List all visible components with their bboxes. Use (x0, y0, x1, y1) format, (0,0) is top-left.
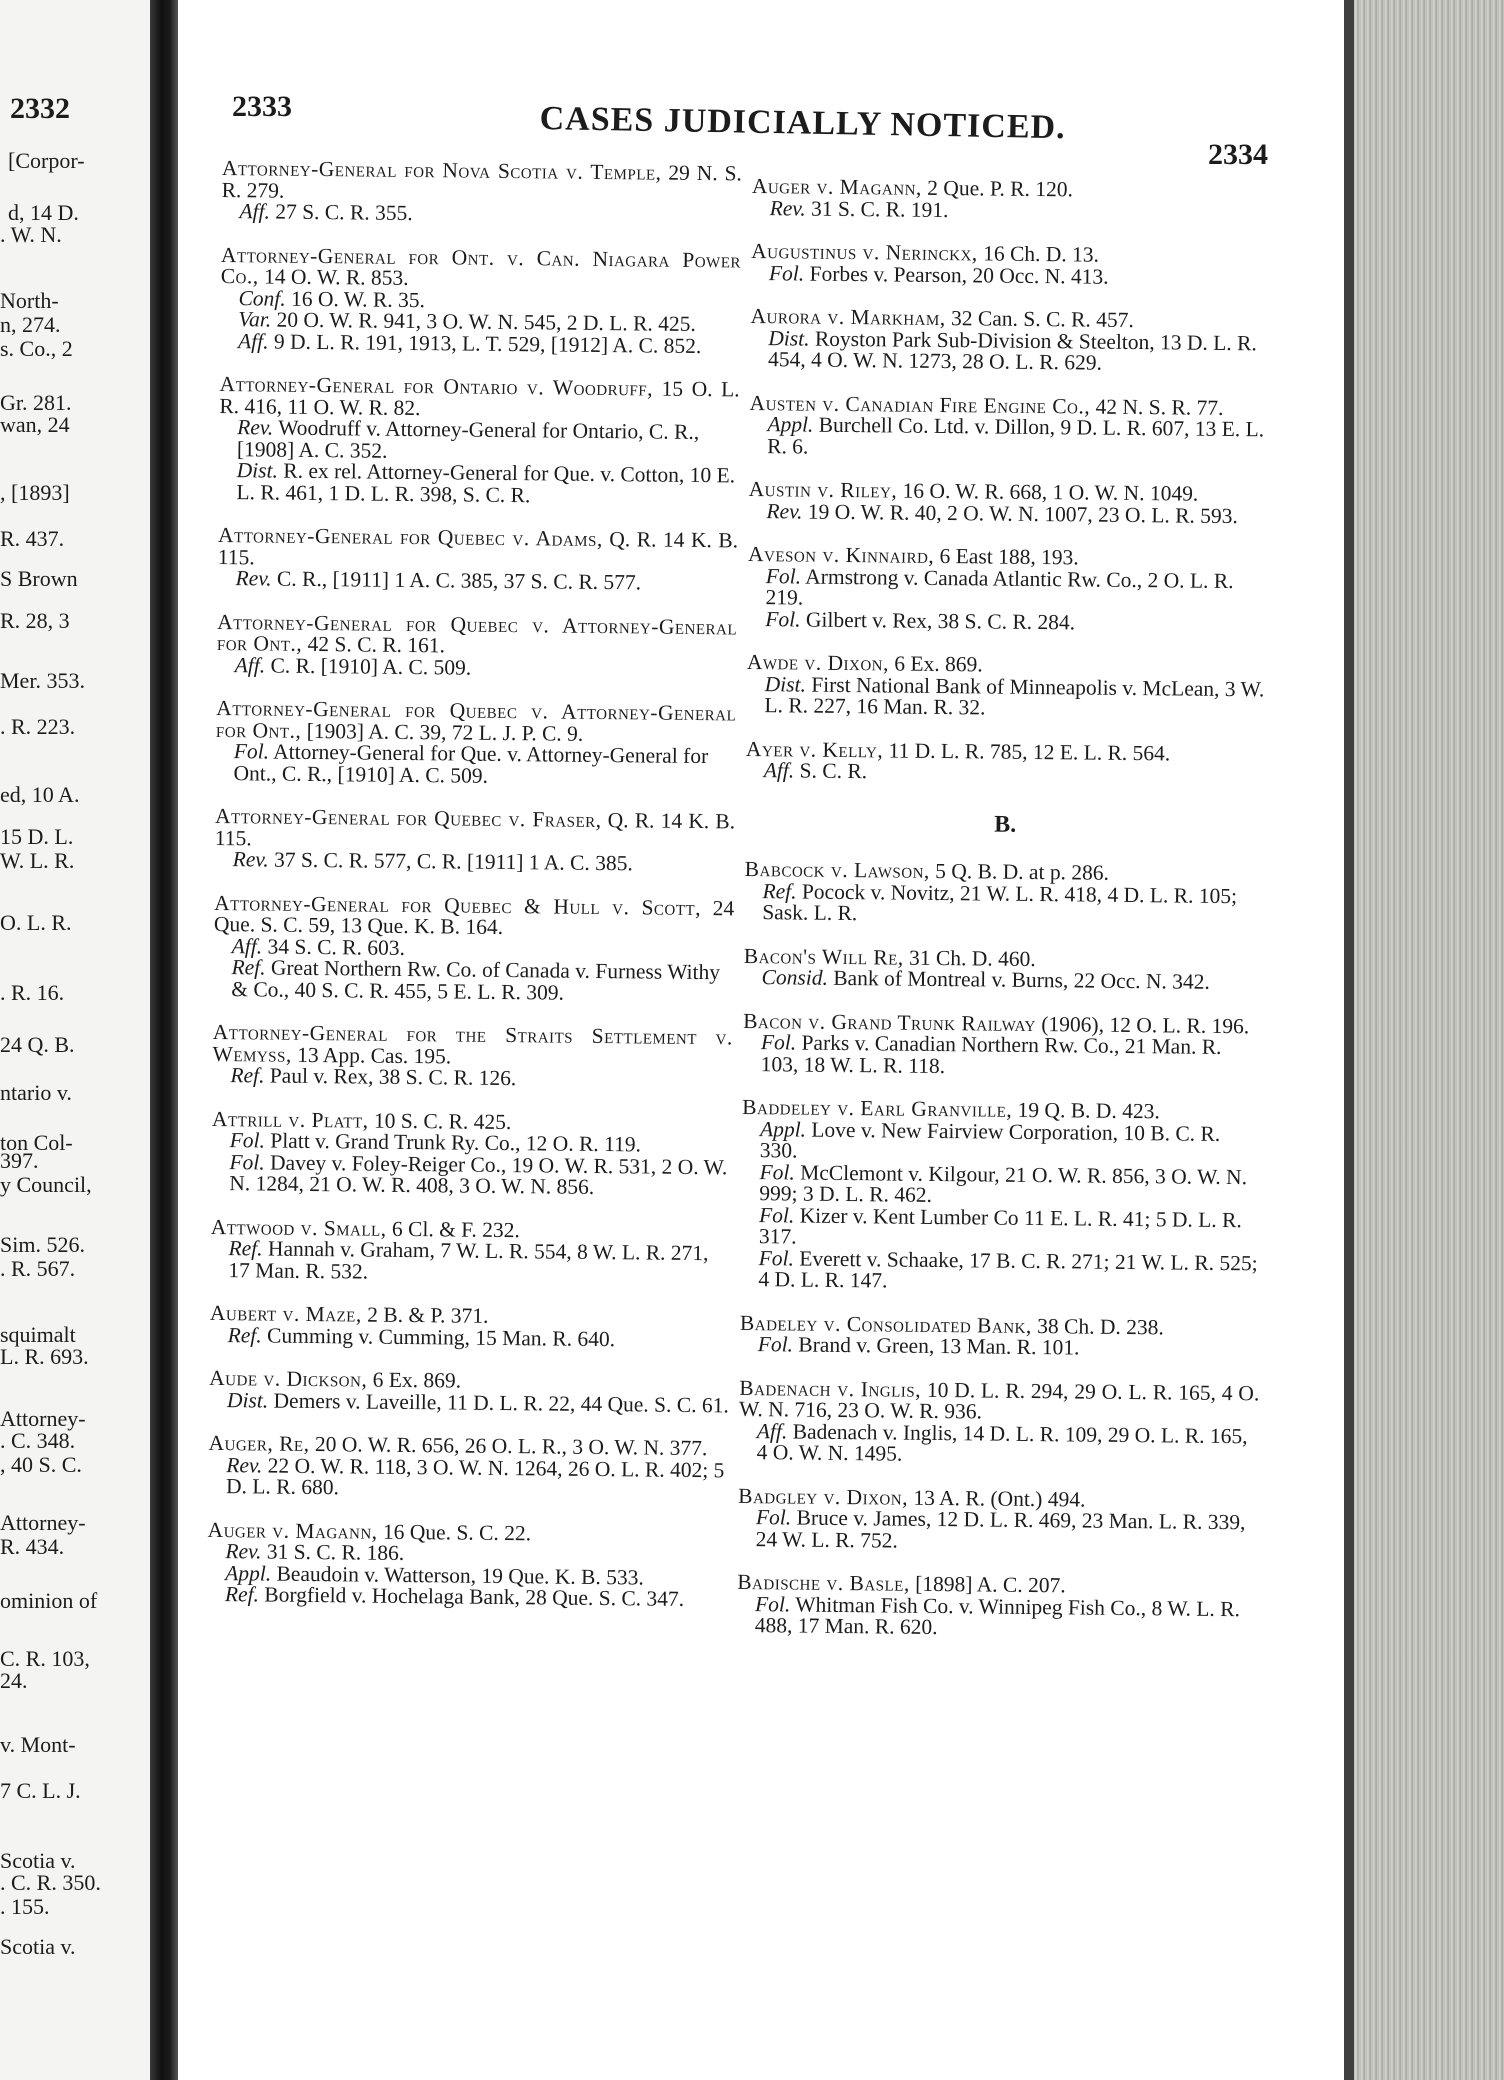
treatment-text: 31 S. C. R. 186. (261, 1539, 405, 1565)
previous-page-number: 2332 (10, 92, 70, 125)
treatment-text: Cumming v. Cumming, 15 Man. R. 640. (261, 1322, 616, 1351)
treatment-text: Demers v. Laveille, 11 D. L. R. 22, 44 Que. S. C. 61. (268, 1388, 729, 1417)
book-page-edges (1354, 0, 1504, 2080)
treatment-label: Fol. (765, 563, 802, 589)
margin-fragment: . C. 348. (0, 1428, 76, 1453)
margin-fragment: North- (0, 288, 59, 313)
page-number-right: 2334 (1208, 138, 1268, 171)
margin-fragment: v. Mont- (0, 1732, 76, 1757)
case-entry (220, 244, 741, 357)
case-treatment (737, 1593, 1257, 1641)
treatment-label: Aff. (239, 199, 271, 224)
case-entry (214, 803, 736, 876)
treatment-text: Kizer v. Kent Lumber Co 11 E. L. R. 41; 5 D. L. R. 317. (758, 1203, 1242, 1249)
case-citation: 16 O. W. R. 668, 1 O. W. N. 1049. (897, 478, 1199, 506)
treatment-text: Great Northern Rw. Co. of Canada v. Furness Withy & Co., 40 S. C. R. 455, 5 E. L. R. 309. (231, 955, 721, 1005)
case-entry (218, 371, 740, 508)
treatment-label: Fol. (233, 739, 270, 764)
case-treatment (743, 967, 1263, 994)
margin-fragment: W. L. R. (0, 848, 75, 873)
treatment-label: Fol. (765, 606, 801, 632)
case-citation: 15 O. L. R. 416, 11 O. W. R. 82. (219, 376, 740, 420)
treatment-label: Fol. (754, 1591, 791, 1616)
case-treatment (211, 1151, 731, 1199)
margin-fragment: 24 Q. B. (0, 1032, 75, 1057)
margin-fragment: Attorney- (0, 1406, 86, 1431)
margin-fragment: , 40 S. C. (0, 1452, 82, 1477)
margin-fragment: s. Co., 2 (0, 336, 73, 361)
case-entry (208, 1430, 729, 1503)
treatment-text: 16 O. W. R. 35. (285, 286, 426, 312)
case-citation: (1906), 12 O. L. R. 196. (1035, 1011, 1250, 1038)
treatment-label: Aff. (231, 933, 263, 958)
treatment-text: R. ex rel. Attorney-General for Que. v. Cotton, 10 E. L. R. 461, 1 D. L. R. 398, S. C. R. (236, 458, 736, 507)
treatment-text: 34 S. C. R. 603. (262, 933, 406, 960)
page-number-left: 2333 (232, 90, 292, 123)
treatment-text: Platt v. Grand Trunk Ry. Co., 12 O. R. 119. (264, 1128, 642, 1157)
treatment-text: Everett v. Schaake, 17 B. C. R. 271; 21 W. L. R. 525; 4 D. L. R. 147. (758, 1245, 1258, 1293)
case-treatment (738, 1507, 1258, 1555)
case-citation: 16 Que. S. C. 22. (377, 1519, 532, 1545)
treatment-label: Dist. (768, 325, 810, 351)
case-citation: 32 Can. S. C. R. 457. (945, 306, 1134, 333)
treatment-text: Badenach v. Inglis, 14 D. L. R. 109, 29 O. L. R. 165, 4 O. W. N. 1495. (756, 1418, 1248, 1466)
case-entry (212, 1019, 733, 1092)
case-treatment (215, 741, 735, 789)
treatment-text: Royston Park Sub-Division & Steelton, 13 D. L. R. 454, 4 O. W. N. 1273, 28 O. L. R. 629. (767, 326, 1257, 375)
margin-fragment: . 155. (0, 1894, 50, 1919)
treatment-text: Armstrong v. Canada Atlantic Rw. Co., 2 O. L. R. 219. (765, 564, 1234, 610)
case-citation: 19 Q. B. D. 423. (1012, 1097, 1160, 1124)
case-citation: 13 App. Cas. 195. (291, 1042, 452, 1068)
book-gutter (150, 0, 178, 2080)
treatment-label: Fol. (757, 1332, 794, 1357)
case-title: Austin v. Riley, (748, 476, 898, 503)
case-title: Badgley v. Dixon, (738, 1483, 909, 1510)
margin-fragment: 24. (0, 1668, 28, 1693)
case-treatment (750, 327, 1270, 375)
treatment-text: Brand v. Green, 13 Man. R. 101. (792, 1332, 1080, 1360)
treatment-text: Davey v. Foley-Reiger Co., 19 O. W. R. 531, 2 O. W. N. 1284, 21 O. W. R. 408, 3 O. W. N. 856. (229, 1150, 728, 1199)
case-citation: 5 Q. B. D. at p. 286. (929, 858, 1110, 885)
treatment-text: Whitman Fish Co. v. Winnipeg Fish Co., 8 W. L. R. 488, 17 Man. R. 620. (754, 1591, 1241, 1640)
treatment-text: Paul v. Rex, 38 S. C. R. 126. (264, 1063, 517, 1091)
case-entry (209, 1300, 730, 1351)
case-title: Auger v. Magann, (207, 1517, 378, 1544)
treatment-text: 22 O. W. R. 118, 3 O. W. N. 1264, 26 O. L. R. 402; 5 D. L. R. 680. (225, 1452, 725, 1500)
treatment-label: Rev. (769, 195, 806, 221)
case-treatment (213, 957, 733, 1005)
case-entry (207, 1519, 728, 1610)
case-treatment (739, 1420, 1259, 1468)
treatment-text: 27 S. C. R. 355. (269, 199, 413, 225)
treatment-text: Hannah v. Graham, 7 W. L. R. 554, 8 W. L. R. 271, 17 Man. R. 532. (228, 1236, 709, 1284)
case-title: Attorney-General for Quebec v. Fraser, (214, 803, 602, 833)
case-citation: 38 Ch. D. 238. (1031, 1313, 1164, 1339)
case-citation: 6 Ex. 869. (367, 1367, 462, 1393)
case-treatment (212, 1065, 732, 1092)
margin-fragment: C. R. 103, (0, 1646, 90, 1671)
treatment-label: Ref. (227, 1322, 262, 1347)
treatment-label: Aff. (763, 758, 795, 783)
case-treatment (217, 568, 737, 595)
treatment-label: Rev. (232, 847, 269, 872)
treatment-label: Appl. (759, 1116, 807, 1142)
margin-fragment: S Brown (0, 566, 78, 591)
margin-fragment: 397. (0, 1148, 39, 1173)
case-treatment (744, 880, 1264, 928)
treatment-text: Parks v. Canadian Northern Rw. Co., 21 Man. R. 103, 18 W. L. R. 118. (760, 1030, 1222, 1078)
margin-fragment: y Council, (0, 1172, 92, 1197)
case-title: Attorney-General for Quebec & Hull v. Scott, (214, 890, 702, 920)
treatment-text: C. R. [1910] A. C. 509. (265, 652, 472, 680)
case-entry (738, 1485, 1259, 1555)
margin-fragment: R. 434. (0, 1534, 65, 1559)
treatment-label: Rev. (766, 498, 803, 524)
treatment-text: C. R., [1911] 1 A. C. 385, 37 S. C. R. 577. (271, 566, 642, 595)
case-citation: 13 A. R. (Ont.) 494. (907, 1485, 1086, 1512)
treatment-label: Conf. (238, 285, 286, 311)
case-treatment (210, 1324, 730, 1351)
case-citation: 2 Que. P. R. 120. (921, 175, 1074, 202)
treatment-text: 37 S. C. R. 577, C. R. [1911] 1 A. C. 385. (268, 847, 633, 876)
treatment-text: Forbes v. Pearson, 20 Occ. N. 413. (804, 261, 1109, 289)
case-title: Bacon's Will Re, (743, 943, 904, 970)
page-title: CASES JUDICIALLY NOTICED. (539, 100, 1066, 147)
case-entry (746, 649, 1267, 722)
case-citation: 20 O. W. R. 656, 26 O. L. R., 3 O. W. N. 377. (309, 1431, 708, 1461)
treatment-text: 31 S. C. R. 191. (805, 196, 949, 222)
case-title: Attorney-General for Quebec v. Attorney-General for Ont., (216, 609, 738, 656)
case-treatment (749, 414, 1269, 462)
case-citation: 2 B. & P. 371. (361, 1302, 489, 1328)
treatment-label: Var. (238, 307, 272, 332)
treatment-label: Aff. (756, 1418, 788, 1443)
case-title: Attorney-General for Quebec v. Attorney-General for Ont., (215, 695, 737, 743)
margin-fragment: [Corpor- (8, 148, 85, 173)
margin-fragment: Mer. 353. (0, 668, 85, 693)
treatment-label: Aff. (237, 328, 269, 353)
case-entry (748, 476, 1268, 528)
case-citation: 31 Ch. D. 460. (903, 945, 1036, 971)
margin-fragment: . W. N. (0, 222, 62, 247)
case-entry (213, 892, 734, 1005)
left-column (207, 158, 742, 1633)
case-citation: 10 D. L. R. 294, 29 O. L. R. 165, 4 O. W. N. 716, 23 O. W. R. 936. (738, 1377, 1260, 1424)
case-title: Attrill v. Platt, (211, 1106, 369, 1133)
case-title: Augustinus v. Nerinckx, (751, 238, 978, 266)
case-title: Attorney-General for Ontario v. Woodruff, (219, 371, 654, 401)
margin-fragment: Sim. 526. (0, 1232, 85, 1257)
page-edge-shadow (1344, 0, 1354, 2080)
margin-fragment: Attorney- (0, 1510, 86, 1535)
case-entry (744, 856, 1265, 929)
case-treatment (746, 673, 1266, 721)
treatment-text: McClemont v. Kilgour, 21 O. W. R. 856, 3 O. W. N. 999; 3 D. L. R. 462. (759, 1160, 1248, 1207)
case-citation: 6 Cl. & F. 232. (386, 1216, 520, 1242)
margin-fragment: d, 14 D. (8, 200, 79, 225)
margin-fragment: ominion of (0, 1588, 98, 1613)
margin-fragment: O. L. R. (0, 910, 72, 935)
margin-fragment: L. R. 693. (0, 1344, 89, 1369)
treatment-text: 9 D. L. R. 191, 1913, L. T. 529, [1912] A. C. 852. (268, 328, 702, 358)
case-title: Aude v. Dickson, (209, 1365, 368, 1392)
case-title: Attorney-General for Nova Scotia v. Temple, (221, 156, 662, 185)
margin-fragment: Scotia v. (0, 1848, 76, 1873)
case-citation: [1903] A. C. 39, 72 L. J. P. C. 9. (301, 718, 584, 746)
margin-fragment: 15 D. L. (0, 824, 74, 849)
previous-page-margin (0, 0, 150, 2080)
case-entry (737, 1569, 1258, 1642)
case-title: Badeley v. Consolidated Bank, (739, 1310, 1032, 1338)
section-heading-b: B. (994, 811, 1017, 838)
right-column-a-entries (746, 176, 1272, 787)
treatment-text: S. C. R. (794, 758, 868, 784)
treatment-label: Consid. (761, 965, 829, 990)
treatment-label: Fol. (755, 1505, 792, 1530)
treatment-label: Dist. (764, 671, 807, 697)
case-citation: Q. R. 14 K. B. 115. (217, 527, 739, 569)
case-title: Awde v. Dixon, (746, 649, 890, 676)
case-treatment (220, 330, 740, 357)
case-title: Attorney-General for the Straits Settlement v. Wemyss, (212, 1019, 733, 1067)
case-treatment (218, 460, 738, 508)
treatment-label: Dist. (236, 458, 279, 483)
treatment-label: Appl. (225, 1560, 272, 1586)
case-entry (215, 695, 737, 789)
case-treatment (748, 500, 1268, 527)
case-title: Auger, Re, (208, 1430, 310, 1456)
treatment-text: Attorney-General for Que. v. Attorney-General for Ont., C. R., [1910] A. C. 509. (233, 739, 709, 788)
case-title: Baddeley v. Earl Granville, (742, 1094, 1013, 1122)
case-treatment (215, 849, 735, 876)
right-column (736, 176, 1271, 1664)
case-title: Attorney-General for Ont. v. Can. Niagara Power Co., (220, 242, 742, 289)
case-title: Badenach v. Inglis, (739, 1375, 922, 1402)
case-title: Aurora v. Markham, (750, 303, 946, 331)
case-title: Bacon v. Grand Trunk Railway (743, 1008, 1037, 1036)
case-entry (750, 303, 1271, 376)
treatment-text: Bruce v. James, 12 D. L. R. 469, 23 Man. L. R. 339, 24 W. L. R. 752. (755, 1505, 1246, 1553)
margin-fragment: . R. 16. (0, 980, 65, 1005)
case-title: Aubert v. Maze, (209, 1300, 362, 1327)
margin-fragment: R. 28, 3 (0, 608, 70, 633)
case-title: Austen v. Canadian Fire Engine Co., (749, 390, 1091, 419)
case-entry (751, 238, 1271, 289)
treatment-label: Ref. (228, 1236, 263, 1261)
treatment-text: Burchell Co. Ltd. v. Dillon, 9 D. L. R. 607, 13 E. L. R. 6. (767, 412, 1265, 459)
case-citation: 14 O. W. R. 853. (258, 264, 409, 290)
case-title: Ayer v. Kelly, (745, 736, 884, 762)
case-citation: 10 S. C. R. 425. (368, 1108, 512, 1134)
treatment-label: Ref. (231, 955, 266, 980)
case-treatment (221, 201, 741, 228)
margin-fragment: Gr. 281. (0, 390, 72, 415)
case-treatment (217, 654, 737, 681)
treatment-label: Fol. (758, 1202, 795, 1227)
case-title: Attorney-General for Quebec v. Adams, (217, 522, 603, 552)
case-entry (740, 1094, 1262, 1296)
margin-fragment: R. 437. (0, 526, 65, 551)
case-treatment (740, 1247, 1260, 1295)
treatment-label: Fol. (768, 260, 805, 286)
treatment-text: 19 O. W. R. 40, 2 O. W. N. 1007, 23 O. L. R. 593. (802, 499, 1239, 528)
case-entry (210, 1216, 731, 1286)
treatment-label: Fol. (229, 1128, 266, 1153)
case-entry (221, 158, 742, 228)
treatment-text: Gilbert v. Rex, 38 S. C. R. 284. (800, 607, 1076, 634)
margin-fragment: . R. 567. (0, 1256, 76, 1281)
case-citation: Q. R. 14 K. B. 115. (214, 808, 736, 850)
treatment-label: Fol. (759, 1159, 795, 1185)
case-treatment (752, 197, 1272, 224)
treatment-text: Pocock v. Novitz, 21 W. L. R. 418, 4 D. L. R. 105; Sask. L. R. (762, 879, 1238, 926)
case-entry (740, 1312, 1260, 1360)
margin-fragment: ton Col- (0, 1130, 73, 1155)
case-treatment (208, 1454, 728, 1502)
treatment-text: Bank of Montreal v. Burns, 22 Occ. N. 342. (827, 965, 1210, 994)
margin-fragment: Scotia v. (0, 1934, 76, 1959)
treatment-label: Ref. (224, 1582, 260, 1607)
case-citation: 42 N. S. R. 77. (1090, 394, 1224, 420)
treatment-text: Borgfield v. Hochelaga Bank, 28 Que. S. C. 347. (258, 1582, 685, 1611)
case-citation: 42 S. C. R. 161. (302, 631, 446, 658)
treatment-text: First National Bank of Minneapolis v. McLean, 3 W. L. R. 227, 16 Man. R. 32. (764, 672, 1265, 720)
treatment-label: Fol. (760, 1030, 797, 1055)
case-entry (746, 738, 1266, 786)
margin-fragment: , [1893] (0, 480, 70, 505)
case-treatment (207, 1584, 727, 1611)
case-entry (743, 945, 1263, 993)
case-treatment (210, 1238, 730, 1286)
case-title: Auger v. Magann, (751, 174, 922, 200)
margin-fragment: 7 C. L. J. (0, 1778, 81, 1803)
margin-fragment: wan, 24 (0, 412, 70, 437)
treatment-label: Appl. (767, 412, 814, 437)
case-citation: 11 D. L. R. 785, 12 E. L. R. 564. (883, 737, 1171, 765)
case-entry (743, 1010, 1264, 1080)
margin-fragment: ed, 10 A. (0, 782, 80, 807)
case-treatment (747, 608, 1267, 635)
treatment-label: Rev. (235, 566, 272, 591)
treatment-text: Woodruff v. Attorney-General for Ontario, C. R., [1908] A. C. 352. (236, 415, 700, 463)
margin-fragment: n, 274. (0, 312, 61, 337)
right-column-b-entries (737, 856, 1265, 1642)
case-entry (747, 541, 1268, 635)
case-title: Aveson v. Kinnaird, (747, 541, 935, 568)
case-entry (217, 522, 739, 595)
margin-fragment: . C. R. 350. (0, 1870, 101, 1895)
margin-fragment: squimalt (0, 1322, 76, 1347)
treatment-label: Fol. (229, 1149, 265, 1175)
case-citation: 24 Que. S. C. 59, 13 Que. K. B. 164. (213, 895, 735, 939)
case-entry (749, 392, 1270, 462)
case-citation: 6 East 188, 193. (934, 543, 1079, 570)
case-title: Badische v. Basle, (737, 1569, 910, 1596)
treatment-text: Beaudoin v. Watterson, 19 Que. K. B. 533. (271, 1561, 644, 1589)
case-citation: 16 Ch. D. 13. (977, 241, 1100, 267)
treatment-label: Aff. (234, 652, 266, 677)
treatment-label: Ref. (762, 878, 797, 904)
case-treatment (209, 1389, 729, 1416)
treatment-text: 20 O. W. R. 941, 3 O. W. N. 545, 2 D. L. R. 425. (271, 307, 696, 336)
case-title: Babcock v. Lawson, (744, 856, 930, 883)
treatment-text: Love v. New Fairview Corporation, 10 B. C. R. 330. (759, 1117, 1221, 1163)
case-treatment (740, 1334, 1260, 1361)
treatment-label: Rev. (237, 415, 274, 440)
case-treatment (743, 1032, 1263, 1080)
case-citation: 29 N. S. R. 279. (221, 160, 742, 203)
treatment-label: Ref. (230, 1063, 265, 1088)
margin-fragment: . R. 223. (0, 714, 76, 739)
margin-fragment: ntario v. (0, 1080, 72, 1105)
case-treatment (746, 760, 1266, 787)
case-entry (217, 611, 738, 681)
case-treatment (751, 262, 1271, 289)
case-title: Attwood v. Small, (210, 1214, 387, 1241)
treatment-label: Rev. (225, 1539, 262, 1564)
case-entry (211, 1108, 732, 1199)
case-citation: 6 Ex. 869. (888, 651, 983, 677)
case-entry (739, 1377, 1260, 1468)
case-entry (752, 176, 1272, 224)
treatment-label: Dist. (226, 1387, 269, 1413)
treatment-label: Fol. (758, 1245, 795, 1270)
case-entry (209, 1365, 729, 1417)
treatment-label: Rev. (226, 1452, 263, 1477)
case-citation: [1898] A. C. 207. (909, 1571, 1066, 1598)
